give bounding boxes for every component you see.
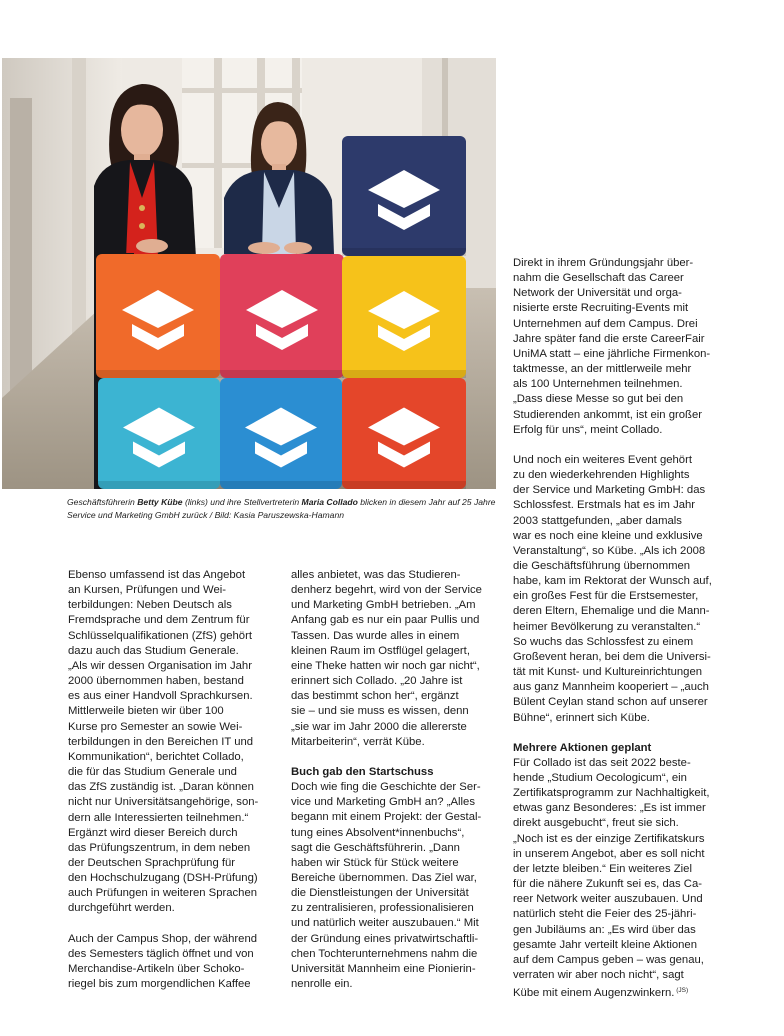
cube-pink <box>220 254 344 378</box>
text-line: Anfang gab es nur ein paar Pullis und <box>291 614 480 627</box>
text-line: Großevent heran, bei dem die Universi- <box>513 650 711 663</box>
text-line: eine Theke hatten wir noch gar nicht“, <box>291 659 480 672</box>
text-line: hende „Studium Oecologicum“, ein <box>513 772 687 784</box>
text-line: das ZfS zuständig ist. „Daran können <box>68 781 254 794</box>
cube-red <box>342 378 466 489</box>
text-line: nenrolle ein. <box>291 978 353 991</box>
text-line: der Service und Marketing GmbH: das <box>513 484 706 497</box>
section-heading: Buch gab den Startschuss <box>291 765 434 778</box>
text-line: vice und Marketing GmbH an? „Alles <box>291 796 475 809</box>
text-line: in unserem Angebot, aber es soll nicht <box>513 847 705 860</box>
text-line: dazu auch das Studium Generale. <box>68 644 239 657</box>
paragraph <box>291 568 501 750</box>
paragraph <box>291 780 501 992</box>
text-line: terbildungen in den Bereichen IT und <box>68 735 254 748</box>
column-2 <box>291 568 501 992</box>
text-line: auf dem Campus geben – was genau, <box>513 953 704 966</box>
text-line: durchgeführt werden. <box>68 902 175 915</box>
photo-caption <box>67 496 497 522</box>
text-line: kleinen Raum im Ostflügel gelagert, <box>291 644 470 657</box>
text-line: Jahre später fand die erste CareerFair <box>513 332 705 345</box>
text-line: nisierte erste Recruiting-Events mit <box>513 302 689 315</box>
text-line: die Dienstleistungen der Universität <box>291 887 469 900</box>
paragraph <box>68 932 280 993</box>
text-line: auch Prüfungen in weiteren Sprachen <box>68 887 258 900</box>
text-line: 2003 stattgefunden, „aber damals <box>513 514 682 527</box>
cube-orange <box>96 254 220 378</box>
text-line: Kurse pro Semester an sowie Wei- <box>68 720 243 733</box>
text-line: Universität Mannheim eine Pionierin- <box>291 962 476 975</box>
text-line: So wuchs das Schlossfest zu einem <box>513 635 694 648</box>
text-line: der letzte bleiben.“ Ein weiteres Ziel <box>513 862 692 875</box>
text-line: dern alle Interessierten teilnehmen.“ <box>68 811 249 824</box>
column-1 <box>68 568 280 992</box>
text-line: reer Network weiter auszubauen. Und <box>513 893 703 906</box>
text-line: Direkt in ihrem Gründungsjahr über- <box>513 257 694 269</box>
text-line: erinnert sich Collado. „20 Jahre ist <box>291 675 463 688</box>
text-line: es aus einer Handvoll Sprachkursen. <box>68 690 253 703</box>
text-line: Mittlerweile bieten wir über 100 <box>68 705 224 718</box>
text-line: heimer Bevölkerung zu veranstalten.“ <box>513 620 701 633</box>
text-line: natürlich steht die Feier des 25-jähri- <box>513 908 697 921</box>
text-line: Fremdsprache und dem Zentrum für <box>68 614 250 627</box>
text-line: Network der Universität und orga- <box>513 287 682 300</box>
text-line: verraten wir aber noch nicht“, sagt <box>513 969 684 982</box>
text-line: gen Jubiläums an: „Es wird über das <box>513 923 696 936</box>
column-3 <box>513 256 733 1001</box>
text-line: etwas ganz Besonderes: „Es ist immer <box>513 802 706 815</box>
paragraph <box>513 756 733 1002</box>
text-line: tung eines Absolvent*innenbuchs“, <box>291 826 465 839</box>
text-line: taktmesse, an der mittlerweile mehr <box>513 363 692 376</box>
text-line: das Prüfungszentrum, in dem neben <box>68 841 251 854</box>
text-line: Und noch ein weiteres Event gehört <box>513 453 692 466</box>
text-line: sagt die Geschäftsführerin. „Dann <box>291 841 460 854</box>
text-line: für die nähere Zukunft sei es, das Ca- <box>513 878 703 891</box>
text-line: Kübe mit einem Augenzwinkern. $^{(JS)}$ <box>513 987 689 1000</box>
text-line: direkt ausgebucht“, freut sie sich. <box>513 817 679 830</box>
text-line: chen Tochterunternehmens nahm die <box>291 947 478 960</box>
text-line: Mitarbeiterin“, verrät Kübe. <box>291 735 425 748</box>
caption-pre: Geschäftsführerin <box>67 497 138 507</box>
text-line: Bereiche übernommen. Das Ziel war, <box>291 871 477 884</box>
text-line: tät mit Kunst- und Kultureinrichtungen <box>513 666 703 679</box>
text-line: „sie war im Jahr 2000 die allererste <box>291 720 467 733</box>
text-line: die für das Studium Generale und <box>68 766 237 779</box>
text-line: riegel bis zum morgendlichen Kaffee <box>68 978 251 991</box>
caption-name-1: Betty Kübe <box>137 497 183 507</box>
text-line: den Hochschulzugang (DSH-Prüfung) <box>68 872 258 885</box>
text-line: UniMA statt – eine jährliche Firmenkon- <box>513 347 711 360</box>
text-line: Ergänzt wird dieser Bereich durch <box>68 826 238 839</box>
text-line: Zertifikatsprogramm zur Nachhaltigkeit, <box>513 787 710 800</box>
cube-navy <box>342 136 466 256</box>
text-line: nicht nur Universitätsangehörige, son- <box>68 796 259 809</box>
text-line: Unternehmen auf dem Campus. Drei <box>513 317 698 330</box>
text-line: „Als wir dessen Organisation im Jahr <box>68 659 252 672</box>
text-line: haben wir Stück für Stück weitere <box>291 856 459 869</box>
text-line: Doch wie fing die Geschichte der Ser- <box>291 781 481 794</box>
text-line: Bülent Ceylan stand schon auf unserer <box>513 696 708 709</box>
paragraph <box>513 453 733 726</box>
text-line: war es noch eine kleine und exklusive <box>513 529 703 542</box>
text-line: „Dass diese Messe so gut bei den <box>513 393 684 406</box>
text-line: zu den wiederkehrenden Highlights <box>513 469 690 482</box>
section-heading: Mehrere Aktionen geplant <box>513 741 652 754</box>
text-line: und Marketing GmbH betrieben. „Am <box>291 599 476 612</box>
text-line: Auch der Campus Shop, der während <box>68 932 258 945</box>
text-line: nahm die Gesellschaft das Career <box>513 272 684 285</box>
text-line: des Semesters täglich öffnet und von <box>68 947 254 960</box>
text-line: aus ganz Mannheim kooperiert – „auch <box>513 681 709 694</box>
text-line: terbildungen: Neben Deutsch als <box>68 599 232 612</box>
text-line: gesamte Jahr verteilt kleine Aktionen <box>513 938 697 951</box>
text-line: Tassen. Das wurde alles in einem <box>291 629 460 642</box>
text-line: Ebenso umfassend ist das Angebot <box>68 569 246 581</box>
text-line: habe, kam im Rektorat der Wunsch auf, <box>513 575 712 588</box>
text-line: denherz begehrt, wird von der Service <box>291 584 482 597</box>
text-line: der Gründung eines privatwirtschaftli- <box>291 932 479 945</box>
text-line: Erfolg für uns“, meint Collado. <box>513 423 663 436</box>
cube-blue <box>220 378 342 489</box>
text-line: Schlüsselqualifikationen (ZfS) gehört <box>68 629 252 642</box>
text-line: deren Eltern, Ehemalige und die Mann- <box>513 605 710 618</box>
text-line: alles anbietet, was das Studieren- <box>291 569 461 581</box>
text-line: Kommunikation“, berichtet Collado, <box>68 750 244 763</box>
text-line: Bühne“, erinnert sich Kübe. <box>513 711 650 724</box>
text-line: zu zentralisieren, professionalisieren <box>291 902 474 915</box>
text-line: der Deutschen Sprachprüfung für <box>68 856 236 869</box>
caption-mid: (links) und ihre Stellvertreterin <box>182 497 302 507</box>
text-line: 2000 übernommen haben, bestand <box>68 675 244 688</box>
text-line: die Geschäftsführung übernommen <box>513 559 691 572</box>
text-line: Schlossfest. Erstmals hat es im Jahr <box>513 499 696 512</box>
text-line: sie – und sie muss es wissen, denn <box>291 705 469 718</box>
text-line: Für Collado ist das seit 2022 beste- <box>513 756 691 769</box>
article-photo <box>2 58 496 489</box>
cube-cyan <box>98 378 220 489</box>
paragraph <box>68 568 280 917</box>
text-line: Studierenden ankommt, ist ein großer <box>513 408 703 421</box>
text-line: ein großes Fest für die Erstsemester, <box>513 590 699 603</box>
text-line: und natürlich weiter auszubauen.“ Mit <box>291 917 479 930</box>
text-line: an Kursen, Prüfungen und Wei- <box>68 584 227 597</box>
photo-illustration <box>2 58 496 489</box>
paragraph <box>513 256 733 438</box>
text-line: begann mit einem Projekt: der Gestal- <box>291 811 482 824</box>
text-line: das bestimmt schon her“, ergänzt <box>291 690 459 703</box>
caption-name-2: Maria Collado <box>301 497 358 507</box>
text-line: „Noch ist es der einzige Zertifikatskurs <box>513 832 705 845</box>
author-signature: (JS) <box>674 987 689 995</box>
text-line: als 100 Unternehmen teilnehmen. <box>513 378 683 391</box>
text-line: Veranstaltung“, so Kübe. „Als ich 2008 <box>513 544 706 557</box>
cube-yellow <box>342 256 466 378</box>
caption-post: blicken in diesem Jahr auf 25 Jahre Service und Marketing GmbH zurück / Bild: Kasia Paruszewska-Hamann <box>67 497 496 521</box>
text-line: Merchandise-Artikeln über Schoko- <box>68 962 245 975</box>
